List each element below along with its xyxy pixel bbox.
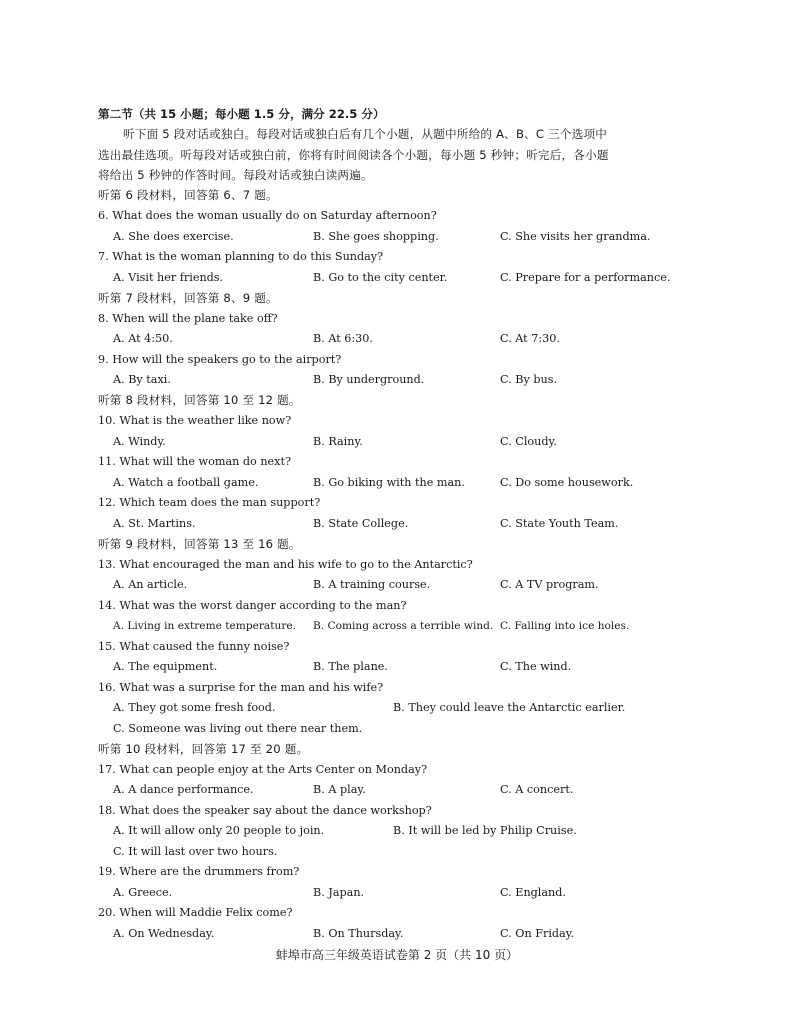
question-20-stem: 20. When will Maddie Felix come?	[98, 906, 293, 919]
question-18-option-c: C. It will last over two hours.	[113, 845, 278, 858]
material-6-label: 听第 6 段材料，回答第 6、7 题。	[98, 188, 278, 202]
question-10-stem: 10. What is the weather like now?	[98, 414, 292, 427]
material-7-label: 听第 7 段材料，回答第 8、9 题。	[98, 291, 278, 305]
question-16-option-b: B. They could leave the Antarctic earlier.	[393, 701, 626, 714]
instruction-text: 选出最佳选项。听每段对话或独白前，你将有时间阅读各个小题，每小题 5 秒钟；听完后，各小题	[98, 148, 609, 162]
question-16-stem: 16. What was a surprise for the man and his wife?	[98, 681, 384, 694]
material-8-label: 听第 8 段材料，回答第 10 至 12 题。	[98, 393, 301, 407]
question-15-option-b: B. The plane.	[313, 660, 388, 673]
question-19-option-a: A. Greece.	[113, 886, 173, 899]
question-7-option-b: B. Go to the city center.	[313, 271, 448, 284]
question-14-option-a: A. Living in extreme temperature.	[113, 620, 297, 632]
question-19-stem: 19. Where are the drummers from?	[98, 865, 300, 878]
question-10-option-b: B. Rainy.	[313, 435, 363, 448]
question-20-option-c: C. On Friday.	[500, 927, 575, 940]
question-6-option-c: C. She visits her grandma.	[500, 230, 651, 243]
question-8-option-c: C. At 7:30.	[500, 332, 560, 345]
question-11-option-c: C. Do some housework.	[500, 476, 634, 489]
question-6-stem: 6. What does the woman usually do on Saturday afternoon?	[98, 209, 437, 222]
page-footer: 蚌埠市高三年级英语试卷第 2 页（共 10 页）	[275, 948, 519, 962]
question-16-option-a: A. They got some fresh food.	[113, 701, 276, 714]
instruction-text: 听下面 5 段对话或独白。每段对话或独白后有几个小题，从题中所给的 A、B、C 三个选项中	[123, 127, 608, 141]
question-12-option-c: C. State Youth Team.	[500, 517, 619, 530]
question-17-option-a: A. A dance performance.	[113, 783, 254, 796]
material-9-label: 听第 9 段材料，回答第 13 至 16 题。	[98, 537, 301, 551]
question-9-option-c: C. By bus.	[500, 373, 558, 386]
question-18-option-a: A. It will allow only 20 people to join.	[113, 824, 325, 837]
question-18-option-b: B. It will be led by Philip Cruise.	[393, 824, 577, 837]
question-10-option-a: A. Windy.	[113, 435, 166, 448]
question-9-option-b: B. By underground.	[313, 373, 425, 386]
question-11-option-a: A. Watch a football game.	[113, 476, 259, 489]
material-10-label: 听第 10 段材料，回答第 17 至 20 题。	[98, 742, 309, 756]
question-11-option-b: B. Go biking with the man.	[313, 476, 465, 489]
question-7-option-a: A. Visit her friends.	[113, 271, 224, 284]
question-7-option-c: C. Prepare for a performance.	[500, 271, 671, 284]
question-17-option-b: B. A play.	[313, 783, 366, 796]
question-19-option-b: B. Japan.	[313, 886, 365, 899]
question-12-stem: 12. Which team does the man support?	[98, 496, 321, 509]
question-8-option-a: A. At 4:50.	[113, 332, 173, 345]
question-9-option-a: A. By taxi.	[113, 373, 171, 386]
question-17-option-c: C. A concert.	[500, 783, 574, 796]
section-heading: 第二节（共 15 小题；每小题 1.5 分，满分 22.5 分）	[98, 107, 385, 121]
question-14-option-c: C. Falling into ice holes.	[500, 620, 630, 632]
question-6-option-a: A. She does exercise.	[113, 230, 234, 243]
question-8-stem: 8. When will the plane take off?	[98, 312, 278, 325]
question-10-option-c: C. Cloudy.	[500, 435, 557, 448]
question-13-option-b: B. A training course.	[313, 578, 431, 591]
question-12-option-b: B. State College.	[313, 517, 409, 530]
question-15-stem: 15. What caused the funny noise?	[98, 640, 290, 653]
question-7-stem: 7. What is the woman planning to do this Sunday?	[98, 250, 384, 263]
question-13-option-c: C. A TV program.	[500, 578, 599, 591]
question-11-stem: 11. What will the woman do next?	[98, 455, 291, 468]
question-17-stem: 17. What can people enjoy at the Arts Center on Monday?	[98, 763, 428, 776]
question-6-option-b: B. She goes shopping.	[313, 230, 439, 243]
question-15-option-a: A. The equipment.	[113, 660, 218, 673]
question-9-stem: 9. How will the speakers go to the airport?	[98, 353, 342, 366]
question-18-stem: 18. What does the speaker say about the dance workshop?	[98, 804, 432, 817]
question-13-stem: 13. What encouraged the man and his wife to go to the Antarctic?	[98, 558, 473, 571]
question-8-option-b: B. At 6:30.	[313, 332, 373, 345]
question-15-option-c: C. The wind.	[500, 660, 572, 673]
question-20-option-a: A. On Wednesday.	[113, 927, 215, 940]
question-16-option-c: C. Someone was living out there near them.	[113, 722, 363, 735]
question-19-option-c: C. England.	[500, 886, 566, 899]
question-14-stem: 14. What was the worst danger according to the man?	[98, 599, 407, 612]
question-14-option-b: B. Coming across a terrible wind.	[313, 620, 494, 632]
question-12-option-a: A. St. Martins.	[113, 517, 196, 530]
question-20-option-b: B. On Thursday.	[313, 927, 404, 940]
instruction-text: 将给出 5 秒钟的作答时间。每段对话或独白读两遍。	[98, 168, 373, 182]
question-13-option-a: A. An article.	[113, 578, 188, 591]
